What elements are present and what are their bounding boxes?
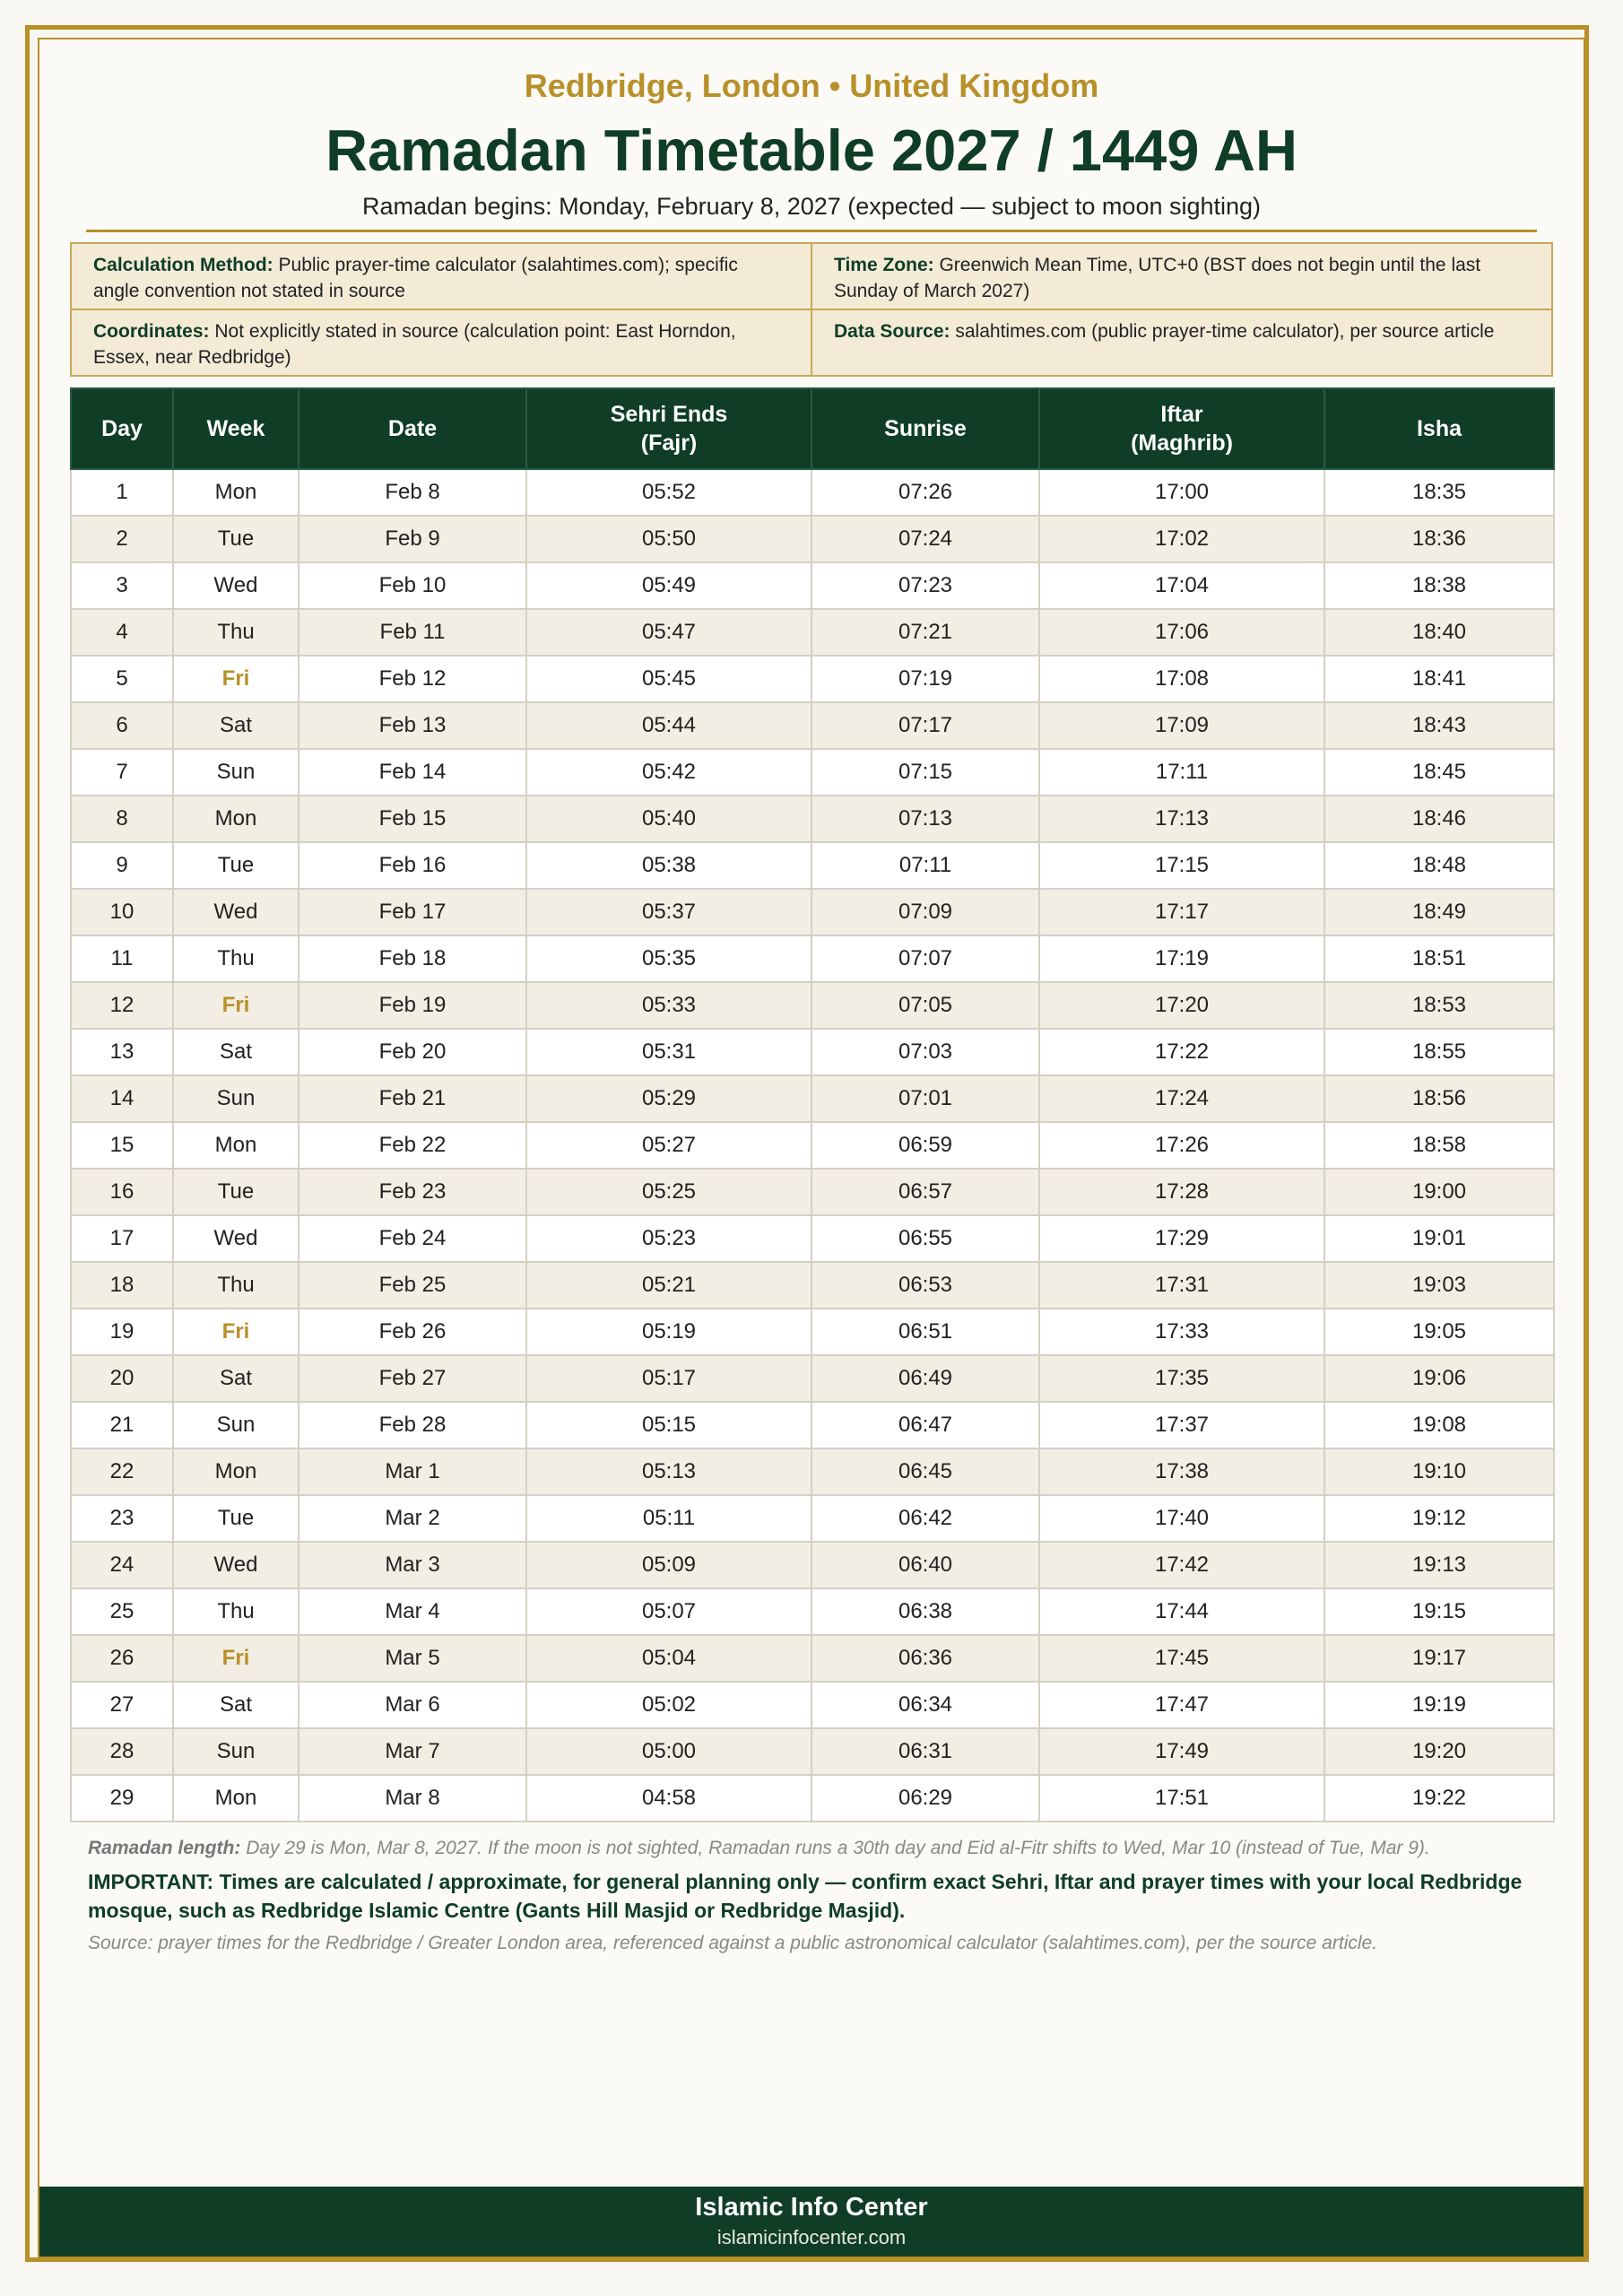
isha-cell: 19:12: [1324, 1495, 1554, 1542]
calculation-method-value: Public prayer-time calculator (salahtimes.com); specific angle convention not stated in source: [93, 255, 738, 301]
col-header-date: Date: [299, 388, 526, 469]
week-cell: Mon: [173, 796, 299, 842]
iftar-cell: 17:31: [1039, 1262, 1324, 1309]
iftar-cell: 17:35: [1039, 1355, 1324, 1402]
isha-cell: 18:35: [1324, 469, 1554, 516]
sunrise-cell: 07:21: [812, 609, 1039, 656]
sunrise-cell: 07:07: [812, 935, 1039, 982]
sehri-cell: 05:47: [526, 609, 812, 656]
week-cell: Fri: [173, 982, 299, 1029]
isha-cell: 19:03: [1324, 1262, 1554, 1309]
col-header-sunrise: Sunrise: [812, 388, 1039, 469]
isha-cell: 18:38: [1324, 562, 1554, 609]
sunrise-cell: 07:09: [812, 889, 1039, 935]
sunrise-cell: 07:26: [812, 469, 1039, 516]
sunrise-cell: 07:03: [812, 1029, 1039, 1075]
table-row: [71, 1215, 1554, 1262]
sehri-cell: 04:58: [526, 1775, 812, 1822]
sehri-cell: 05:07: [526, 1588, 812, 1635]
col-header-iftar-line2: (Maghrib): [1131, 430, 1233, 456]
day-cell: 9: [71, 842, 173, 889]
date-cell: Feb 17: [299, 889, 526, 935]
date-cell: Feb 19: [299, 982, 526, 1029]
week-cell: Thu: [173, 1588, 299, 1635]
sehri-cell: 05:11: [526, 1495, 812, 1542]
day-cell: 23: [71, 1495, 173, 1542]
week-cell: Wed: [173, 1215, 299, 1262]
header: [38, 63, 1585, 222]
iftar-cell: 17:02: [1039, 516, 1324, 562]
table-row: [71, 1262, 1554, 1309]
date-cell: Feb 25: [299, 1262, 526, 1309]
iftar-cell: 17:33: [1039, 1309, 1324, 1355]
sunrise-cell: 06:47: [812, 1402, 1039, 1448]
data-source-value: salahtimes.com (public prayer-time calculator), per source article: [950, 321, 1495, 342]
isha-cell: 19:20: [1324, 1728, 1554, 1775]
isha-cell: 19:22: [1324, 1775, 1554, 1822]
table-header-row: [71, 388, 1554, 469]
table-row: [71, 842, 1554, 889]
table-row: [71, 1448, 1554, 1495]
sehri-cell: 05:00: [526, 1728, 812, 1775]
col-header-isha: Isha: [1324, 388, 1554, 469]
week-cell: Fri: [173, 656, 299, 702]
isha-cell: 19:00: [1324, 1169, 1554, 1215]
table-row: [71, 1682, 1554, 1728]
sunrise-cell: 07:01: [812, 1075, 1039, 1122]
iftar-cell: 17:37: [1039, 1402, 1324, 1448]
sehri-cell: 05:37: [526, 889, 812, 935]
day-cell: 28: [71, 1728, 173, 1775]
sunrise-cell: 07:23: [812, 562, 1039, 609]
iftar-cell: 17:22: [1039, 1029, 1324, 1075]
calculation-method-label: Calculation Method:: [93, 255, 273, 275]
col-header-sehri-line1: Sehri Ends: [610, 402, 728, 427]
sunrise-cell: 06:57: [812, 1169, 1039, 1215]
week-cell: Mon: [173, 469, 299, 516]
day-cell: 12: [71, 982, 173, 1029]
iftar-cell: 17:49: [1039, 1728, 1324, 1775]
day-cell: 14: [71, 1075, 173, 1122]
col-header-iftar: [1039, 388, 1324, 469]
day-cell: 26: [71, 1635, 173, 1682]
iftar-cell: 17:38: [1039, 1448, 1324, 1495]
iftar-cell: 17:20: [1039, 982, 1324, 1029]
ramadan-length-label: Ramadan length:: [88, 1838, 241, 1858]
week-cell: Tue: [173, 516, 299, 562]
start-date-note: Ramadan begins: Monday, February 8, 2027 (expected — subject to moon sighting): [361, 193, 1262, 220]
sunrise-cell: 07:24: [812, 516, 1039, 562]
week-cell: Sat: [173, 1682, 299, 1728]
col-header-week: Week: [173, 388, 299, 469]
iftar-cell: 17:00: [1039, 469, 1324, 516]
day-cell: 4: [71, 609, 173, 656]
isha-cell: 18:41: [1324, 656, 1554, 702]
isha-cell: 18:55: [1324, 1029, 1554, 1075]
iftar-cell: 17:11: [1039, 749, 1324, 796]
isha-cell: 19:13: [1324, 1542, 1554, 1588]
ramadan-length-note: [88, 1835, 1541, 1862]
col-header-day: Day: [71, 388, 173, 469]
date-cell: Feb 10: [299, 562, 526, 609]
isha-cell: 18:51: [1324, 935, 1554, 982]
week-cell: Mon: [173, 1448, 299, 1495]
week-cell: Thu: [173, 1262, 299, 1309]
isha-cell: 18:40: [1324, 609, 1554, 656]
week-cell: Sun: [173, 1402, 299, 1448]
iftar-cell: 17:28: [1039, 1169, 1324, 1215]
date-cell: Feb 22: [299, 1122, 526, 1169]
week-cell: Sat: [173, 702, 299, 749]
table-row: [71, 1075, 1554, 1122]
sehri-cell: 05:29: [526, 1075, 812, 1122]
week-cell: Fri: [173, 1635, 299, 1682]
date-cell: Feb 21: [299, 1075, 526, 1122]
isha-cell: 19:19: [1324, 1682, 1554, 1728]
isha-cell: 18:49: [1324, 889, 1554, 935]
sehri-cell: 05:21: [526, 1262, 812, 1309]
isha-cell: 18:45: [1324, 749, 1554, 796]
sunrise-cell: 06:36: [812, 1635, 1039, 1682]
week-cell: Thu: [173, 609, 299, 656]
sunrise-cell: 07:05: [812, 982, 1039, 1029]
day-cell: 29: [71, 1775, 173, 1822]
table-body: [71, 469, 1554, 1822]
header-divider: [86, 230, 1537, 232]
date-cell: Feb 28: [299, 1402, 526, 1448]
sehri-cell: 05:27: [526, 1122, 812, 1169]
date-cell: Feb 24: [299, 1215, 526, 1262]
date-cell: Mar 2: [299, 1495, 526, 1542]
location-subtitle: Redbridge, London • United Kingdom: [524, 67, 1099, 104]
iftar-cell: 17:26: [1039, 1122, 1324, 1169]
timetable: [70, 387, 1555, 1822]
week-cell: Sun: [173, 1728, 299, 1775]
date-cell: Mar 7: [299, 1728, 526, 1775]
sehri-cell: 05:40: [526, 796, 812, 842]
isha-cell: 19:05: [1324, 1309, 1554, 1355]
footer-org-name: Islamic Info Center: [695, 2193, 928, 2222]
iftar-cell: 17:29: [1039, 1215, 1324, 1262]
table-row: [71, 1122, 1554, 1169]
day-cell: 11: [71, 935, 173, 982]
date-cell: Feb 12: [299, 656, 526, 702]
iftar-cell: 17:13: [1039, 796, 1324, 842]
table-row: [71, 1635, 1554, 1682]
sunrise-cell: 06:38: [812, 1588, 1039, 1635]
iftar-cell: 17:19: [1039, 935, 1324, 982]
table-row: [71, 982, 1554, 1029]
week-cell: Sat: [173, 1355, 299, 1402]
sunrise-cell: 07:17: [812, 702, 1039, 749]
isha-cell: 18:48: [1324, 842, 1554, 889]
sunrise-cell: 06:49: [812, 1355, 1039, 1402]
sehri-cell: 05:17: [526, 1355, 812, 1402]
isha-cell: 19:15: [1324, 1588, 1554, 1635]
isha-cell: 18:43: [1324, 702, 1554, 749]
table-row: [71, 562, 1554, 609]
date-cell: Feb 11: [299, 609, 526, 656]
col-header-iftar-line1: Iftar: [1160, 402, 1203, 427]
week-cell: Wed: [173, 889, 299, 935]
sunrise-cell: 07:19: [812, 656, 1039, 702]
isha-cell: 19:10: [1324, 1448, 1554, 1495]
date-cell: Feb 13: [299, 702, 526, 749]
day-cell: 13: [71, 1029, 173, 1075]
sunrise-cell: 06:29: [812, 1775, 1039, 1822]
footer-url: islamicinfocenter.com: [716, 2226, 907, 2248]
iftar-cell: 17:17: [1039, 889, 1324, 935]
table-row: [71, 516, 1554, 562]
sehri-cell: 05:02: [526, 1682, 812, 1728]
date-cell: Mar 8: [299, 1775, 526, 1822]
page-title: Ramadan Timetable 2027 / 1449 AH: [325, 117, 1298, 183]
date-cell: Feb 15: [299, 796, 526, 842]
day-cell: 24: [71, 1542, 173, 1588]
table-row: [71, 935, 1554, 982]
sunrise-cell: 07:15: [812, 749, 1039, 796]
footer: [39, 2187, 1584, 2257]
iftar-cell: 17:24: [1039, 1075, 1324, 1122]
date-cell: Feb 18: [299, 935, 526, 982]
table-row: [71, 1775, 1554, 1822]
date-cell: Feb 9: [299, 516, 526, 562]
sunrise-cell: 06:31: [812, 1728, 1039, 1775]
iftar-cell: 17:44: [1039, 1588, 1324, 1635]
iftar-cell: 17:09: [1039, 702, 1324, 749]
table-row: [71, 702, 1554, 749]
sehri-cell: 05:04: [526, 1635, 812, 1682]
sehri-cell: 05:33: [526, 982, 812, 1029]
week-cell: Wed: [173, 1542, 299, 1588]
col-header-sehri-line2: (Fajr): [640, 430, 698, 456]
iftar-cell: 17:06: [1039, 609, 1324, 656]
info-panel: [70, 242, 1553, 377]
sunrise-cell: 06:53: [812, 1262, 1039, 1309]
iftar-cell: 17:08: [1039, 656, 1324, 702]
isha-cell: 19:17: [1324, 1635, 1554, 1682]
day-cell: 21: [71, 1402, 173, 1448]
sehri-cell: 05:35: [526, 935, 812, 982]
sehri-cell: 05:45: [526, 656, 812, 702]
day-cell: 2: [71, 516, 173, 562]
week-cell: Fri: [173, 1309, 299, 1355]
table-row: [71, 656, 1554, 702]
isha-cell: 19:08: [1324, 1402, 1554, 1448]
date-cell: Feb 16: [299, 842, 526, 889]
sunrise-cell: 07:13: [812, 796, 1039, 842]
week-cell: Mon: [173, 1775, 299, 1822]
day-cell: 10: [71, 889, 173, 935]
date-cell: Mar 5: [299, 1635, 526, 1682]
isha-cell: 18:56: [1324, 1075, 1554, 1122]
day-cell: 19: [71, 1309, 173, 1355]
week-cell: Sun: [173, 749, 299, 796]
date-cell: Feb 26: [299, 1309, 526, 1355]
coordinates-label: Coordinates:: [93, 321, 210, 342]
sehri-cell: 05:50: [526, 516, 812, 562]
isha-cell: 19:06: [1324, 1355, 1554, 1402]
sehri-cell: 05:38: [526, 842, 812, 889]
table-row: [71, 609, 1554, 656]
isha-cell: 18:58: [1324, 1122, 1554, 1169]
isha-cell: 18:53: [1324, 982, 1554, 1029]
sehri-cell: 05:13: [526, 1448, 812, 1495]
iftar-cell: 17:42: [1039, 1542, 1324, 1588]
table-row: [71, 1542, 1554, 1588]
sehri-cell: 05:31: [526, 1029, 812, 1075]
coordinates: [72, 310, 812, 375]
sehri-cell: 05:42: [526, 749, 812, 796]
day-cell: 15: [71, 1122, 173, 1169]
table-row: [71, 1029, 1554, 1075]
week-cell: Sun: [173, 1075, 299, 1122]
table-row: [71, 1588, 1554, 1635]
iftar-cell: 17:04: [1039, 562, 1324, 609]
sunrise-cell: 06:55: [812, 1215, 1039, 1262]
coordinates-value: Not explicitly stated in source (calculation point: East Horndon, Essex, near Redbridge): [93, 321, 736, 368]
sehri-cell: 05:49: [526, 562, 812, 609]
week-cell: Thu: [173, 935, 299, 982]
data-source: [812, 310, 1551, 375]
ramadan-length-text: Day 29 is Mon, Mar 8, 2027. If the moon is not sighted, Ramadan runs a 30th day and Eid al-Fitr shifts to Wed, Mar 10 (instead of Tue, Mar 9).: [240, 1838, 1430, 1858]
iftar-cell: 17:40: [1039, 1495, 1324, 1542]
sunrise-cell: 06:40: [812, 1542, 1039, 1588]
source-note: Source: prayer times for the Redbridge / Greater London area, referenced against a public astronomical calculator (salahtimes.com), per the source article.: [88, 1933, 1378, 1953]
date-cell: Mar 4: [299, 1588, 526, 1635]
isha-cell: 18:36: [1324, 516, 1554, 562]
table-row: [71, 1355, 1554, 1402]
week-cell: Mon: [173, 1122, 299, 1169]
iftar-cell: 17:45: [1039, 1635, 1324, 1682]
iftar-cell: 17:47: [1039, 1682, 1324, 1728]
sehri-cell: 05:09: [526, 1542, 812, 1588]
sehri-cell: 05:25: [526, 1169, 812, 1215]
day-cell: 5: [71, 656, 173, 702]
day-cell: 1: [71, 469, 173, 516]
table-row: [71, 749, 1554, 796]
table-row: [71, 1309, 1554, 1355]
time-zone-label: Time Zone:: [834, 255, 934, 275]
time-zone: [812, 244, 1551, 310]
day-cell: 16: [71, 1169, 173, 1215]
day-cell: 3: [71, 562, 173, 609]
date-cell: Mar 3: [299, 1542, 526, 1588]
sehri-cell: 05:15: [526, 1402, 812, 1448]
important-note: IMPORTANT: Times are calculated / approximate, for general planning only — confirm exact Sehri, Iftar and prayer times with your local Redbridge mosque, such as Redbridge Islamic Centre (Gants Hill Masjid or Redbridge Masjid).: [88, 1870, 1523, 1922]
sunrise-cell: 06:51: [812, 1309, 1039, 1355]
week-cell: Tue: [173, 1495, 299, 1542]
iftar-cell: 17:15: [1039, 842, 1324, 889]
sunrise-cell: 06:42: [812, 1495, 1039, 1542]
date-cell: Mar 1: [299, 1448, 526, 1495]
col-header-sehri: [526, 388, 812, 469]
sunrise-cell: 06:34: [812, 1682, 1039, 1728]
day-cell: 25: [71, 1588, 173, 1635]
week-cell: Tue: [173, 1169, 299, 1215]
day-cell: 22: [71, 1448, 173, 1495]
sehri-cell: 05:19: [526, 1309, 812, 1355]
time-zone-value: Greenwich Mean Time, UTC+0 (BST does not begin until the last Sunday of March 2027): [834, 255, 1481, 301]
date-cell: Feb 23: [299, 1169, 526, 1215]
isha-cell: 18:46: [1324, 796, 1554, 842]
day-cell: 6: [71, 702, 173, 749]
sunrise-cell: 06:59: [812, 1122, 1039, 1169]
data-source-label: Data Source:: [834, 321, 950, 342]
table-row: [71, 1402, 1554, 1448]
isha-cell: 19:01: [1324, 1215, 1554, 1262]
day-cell: 27: [71, 1682, 173, 1728]
sunrise-cell: 07:11: [812, 842, 1039, 889]
table-row: [71, 1728, 1554, 1775]
day-cell: 17: [71, 1215, 173, 1262]
sehri-cell: 05:23: [526, 1215, 812, 1262]
week-cell: Sat: [173, 1029, 299, 1075]
date-cell: Feb 27: [299, 1355, 526, 1402]
date-cell: Feb 14: [299, 749, 526, 796]
sehri-cell: 05:44: [526, 702, 812, 749]
day-cell: 8: [71, 796, 173, 842]
day-cell: 20: [71, 1355, 173, 1402]
date-cell: Mar 6: [299, 1682, 526, 1728]
week-cell: Tue: [173, 842, 299, 889]
day-cell: 7: [71, 749, 173, 796]
table-row: [71, 1169, 1554, 1215]
date-cell: Feb 8: [299, 469, 526, 516]
sehri-cell: 05:52: [526, 469, 812, 516]
day-cell: 18: [71, 1262, 173, 1309]
sunrise-cell: 06:45: [812, 1448, 1039, 1495]
table-row: [71, 1495, 1554, 1542]
table-row: [71, 796, 1554, 842]
table-row: [71, 469, 1554, 516]
calculation-method: [72, 244, 812, 310]
iftar-cell: 17:51: [1039, 1775, 1324, 1822]
date-cell: Feb 20: [299, 1029, 526, 1075]
notes: [88, 1835, 1541, 1957]
table-row: [71, 889, 1554, 935]
week-cell: Wed: [173, 562, 299, 609]
